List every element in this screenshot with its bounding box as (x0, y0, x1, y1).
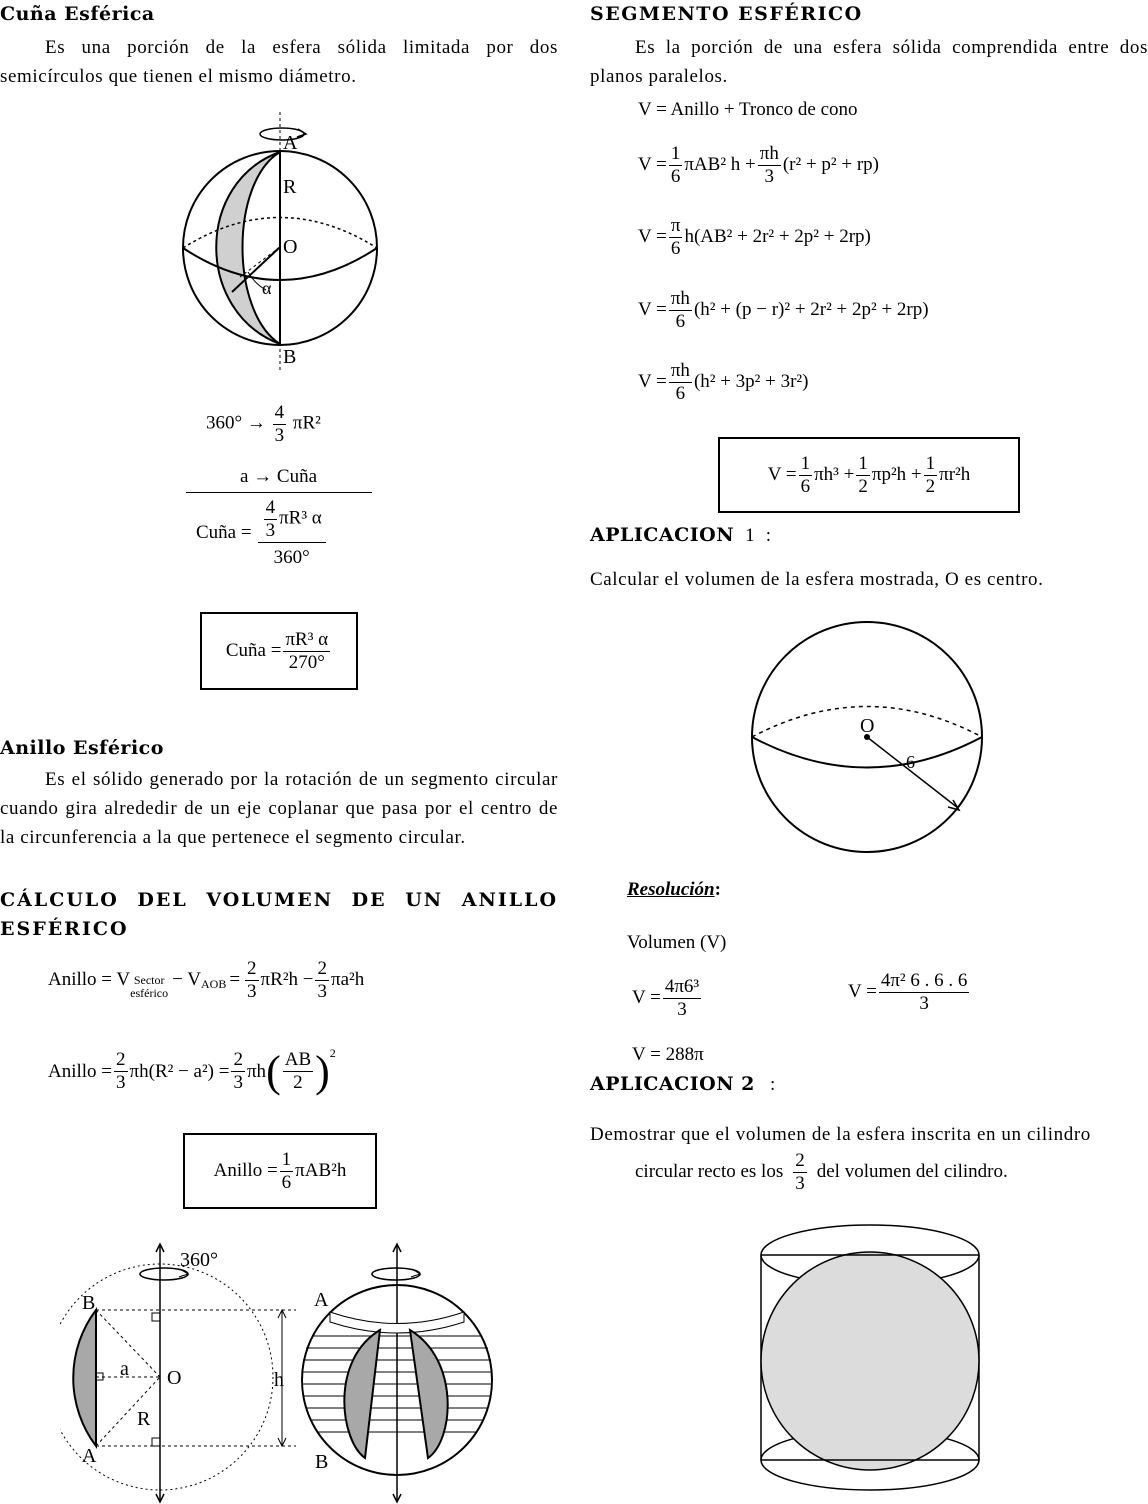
app2-text2: circular recto es los $\frac{2}{3}$ del volumen del cilindro. (635, 1150, 1008, 1194)
cuna-boxed-formula: Cuña = $\frac{\text{πR³ α}}{270^\circ}$ (200, 612, 358, 690)
anillo-eq1: Anillo = V Sector esférico − V $_{AOB}$ = $\frac{2}{3}$ πR²h − $\frac{2}{3}$ πa²h (48, 958, 365, 1002)
anillo-label-a2: A (314, 1289, 329, 1311)
anillo-text: Es el sólido generado por la rotación de un segmento circular cuando gira alrededir de un eje coplanar que pasa por el centro de la circunferencia a la que pertenece el segmento circular. (0, 769, 558, 848)
anillo-boxed-formula: Anillo = $\frac{1}{6}$ πAB²h (183, 1133, 377, 1209)
segmento-title: SEGMENTO ESFÉRICO (590, 3, 863, 25)
app1-volume-label: Volumen (V) (627, 932, 727, 953)
cuna-label-alpha: α (262, 278, 272, 298)
cuna-label-b: B (283, 346, 297, 368)
app1-resolution-title: Resolución: (627, 879, 721, 900)
cuna-label-o: O (283, 236, 298, 258)
segmento-boxed-formula: V = $\frac{1}{6}$ πh³ + $\frac{1}{2}$ πp²h + $\frac{1}{2}$ πr²h (718, 437, 1020, 513)
anillo-label-r: R (137, 1408, 151, 1430)
app1-v1: V = $\frac{\text{4π6³}}{3}$ (632, 976, 700, 1020)
anillo-label-a-point: A (82, 1445, 97, 1467)
cuna-label-r: R (283, 176, 297, 198)
anillo-label-b: B (82, 1292, 96, 1314)
segmento-eq4: V = $\frac{\pi h}{6}$ (h² + 3p² + 3r²) (638, 360, 809, 404)
anillo-label-h: h (274, 1369, 284, 1391)
app1-title: APLICACION 1 : (590, 524, 772, 546)
anillo-label-deg: 360° (180, 1249, 218, 1271)
anillo-title: Anillo Esférico (0, 737, 164, 759)
anillo-eq2: Anillo = $\frac{2}{3}$ πh(R² − a²) = $\frac{2}{3}$ πh ( $\frac{AB}{2}$ ) $^2$ (48, 1046, 336, 1096)
segmento-eq3: V = $\frac{\pi h}{6}$ (h² + (p − r)² + 2r² + 2p² + 2rp) (638, 288, 929, 332)
app1-label-o: O (860, 715, 875, 737)
segmento-text: Es la porción de una esfera sólida comprendida entre dos planos paralelos. (590, 37, 1148, 87)
anillo-diagram (60, 1240, 500, 1504)
app1-result: V = 288π (632, 1044, 704, 1065)
app2-title: APLICACION 2 : (590, 1073, 776, 1095)
segmento-eq1: V = $\frac{1}{6}$ πAB² h + $\frac{\pi h}{3}$ (r² + p² + rp) (638, 143, 879, 187)
cuna-rule-line (186, 492, 372, 493)
segmento-eq2: V = $\frac{\pi}{6}$ h(AB² + 2r² + 2p² + 2rp) (638, 215, 871, 259)
app2-text1: Demostrar que el volumen de la esfera inscrita en un cilindro (590, 1124, 1091, 1145)
anillo-label-o: O (167, 1367, 182, 1389)
anillo-label-b2: B (315, 1451, 329, 1473)
cuna-rule-mid: a → Cuña (240, 466, 318, 487)
app1-v2: V = $\frac{\text{4π² 6 . 6 . 6}}{3}$ (848, 970, 968, 1014)
anillo-label-a: a (120, 1358, 129, 1380)
cuna-rule-top: 360° → $\frac{4}{3}$ πR² (206, 402, 321, 446)
app1-label-6: 6 (906, 752, 915, 772)
anillo-calc-title: CÁLCULO DEL VOLUMEN DE UN ANILLO ESFÉRICO (0, 889, 558, 940)
cuna-diagram (170, 112, 390, 372)
cuna-text: Es una porción de la esfera sólida limitada por dos semicírculos que tienen el mismo diámetro. (0, 37, 558, 87)
app2-cylinder-diagram (755, 1222, 990, 1502)
app1-text: Calcular el volumen de la esfera mostrada, O es centro. (590, 569, 1044, 590)
segmento-eq0: V = Anillo + Tronco de cono (638, 99, 858, 120)
cuna-title: Cuña Esférica (0, 3, 155, 25)
app1-sphere (750, 618, 990, 858)
cuna-formula: Cuña = $\frac{4}{3}$ πR³ α 360° (196, 497, 328, 569)
cuna-label-a: A (283, 132, 298, 154)
